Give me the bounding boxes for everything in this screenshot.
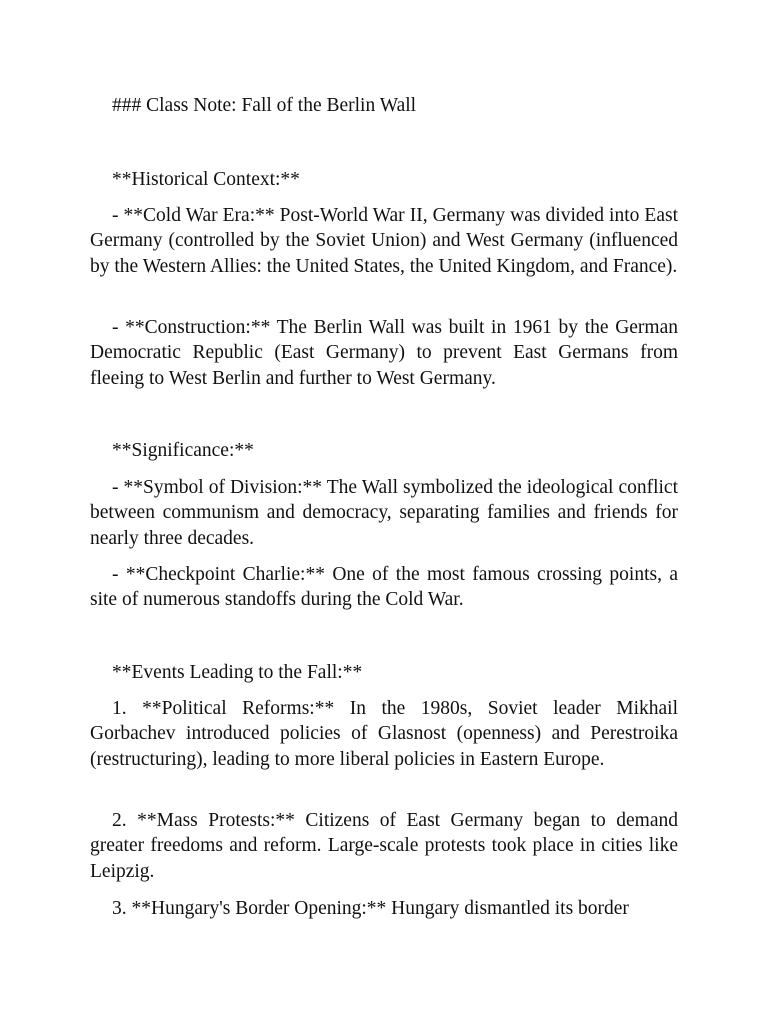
- paragraph-political-reforms: 1. **Political Reforms:** In the 1980s, Soviet leader Mikhail Gorbachev introduced policies of Glasnost (openness) and Perestroika (restructuring), leading to more liberal policies in Eastern Europe.: [90, 698, 678, 770]
- paragraph-mass-protests: 2. **Mass Protests:** Citizens of East Germany began to demand greater freedoms and reform. Large-scale protests took place in cities like Leipzig.: [90, 810, 678, 882]
- paragraph-construction: - **Construction:** The Berlin Wall was built in 1961 by the German Democratic Republic (East Germany) to prevent East Germans from fleeing to West Berlin and further to West Germany.: [90, 317, 678, 389]
- paragraph-symbol-of-division: - **Symbol of Division:** The Wall symbolized the ideological conflict between communism and democracy, separating families and friends for nearly three decades.: [90, 477, 678, 549]
- section-heading-significance: **Significance:**: [112, 440, 254, 461]
- paragraph-checkpoint-charlie: - **Checkpoint Charlie:** One of the most famous crossing points, a site of numerous standoffs during the Cold War.: [90, 564, 678, 611]
- paragraph-hungary-border-opening: 3. **Hungary's Border Opening:** Hungary dismantled its border: [112, 898, 629, 919]
- document-title: ### Class Note: Fall of the Berlin Wall: [112, 95, 417, 116]
- section-heading-historical-context: **Historical Context:**: [112, 169, 300, 190]
- paragraph-cold-war-era: - **Cold War Era:** Post-World War II, Germany was divided into East Germany (controlled by the Soviet Union) and West Germany (influenced by the Western Allies: the United States, the United Kingdom, and France).: [90, 205, 678, 277]
- section-heading-events-leading-to-fall: **Events Leading to the Fall:**: [112, 662, 363, 683]
